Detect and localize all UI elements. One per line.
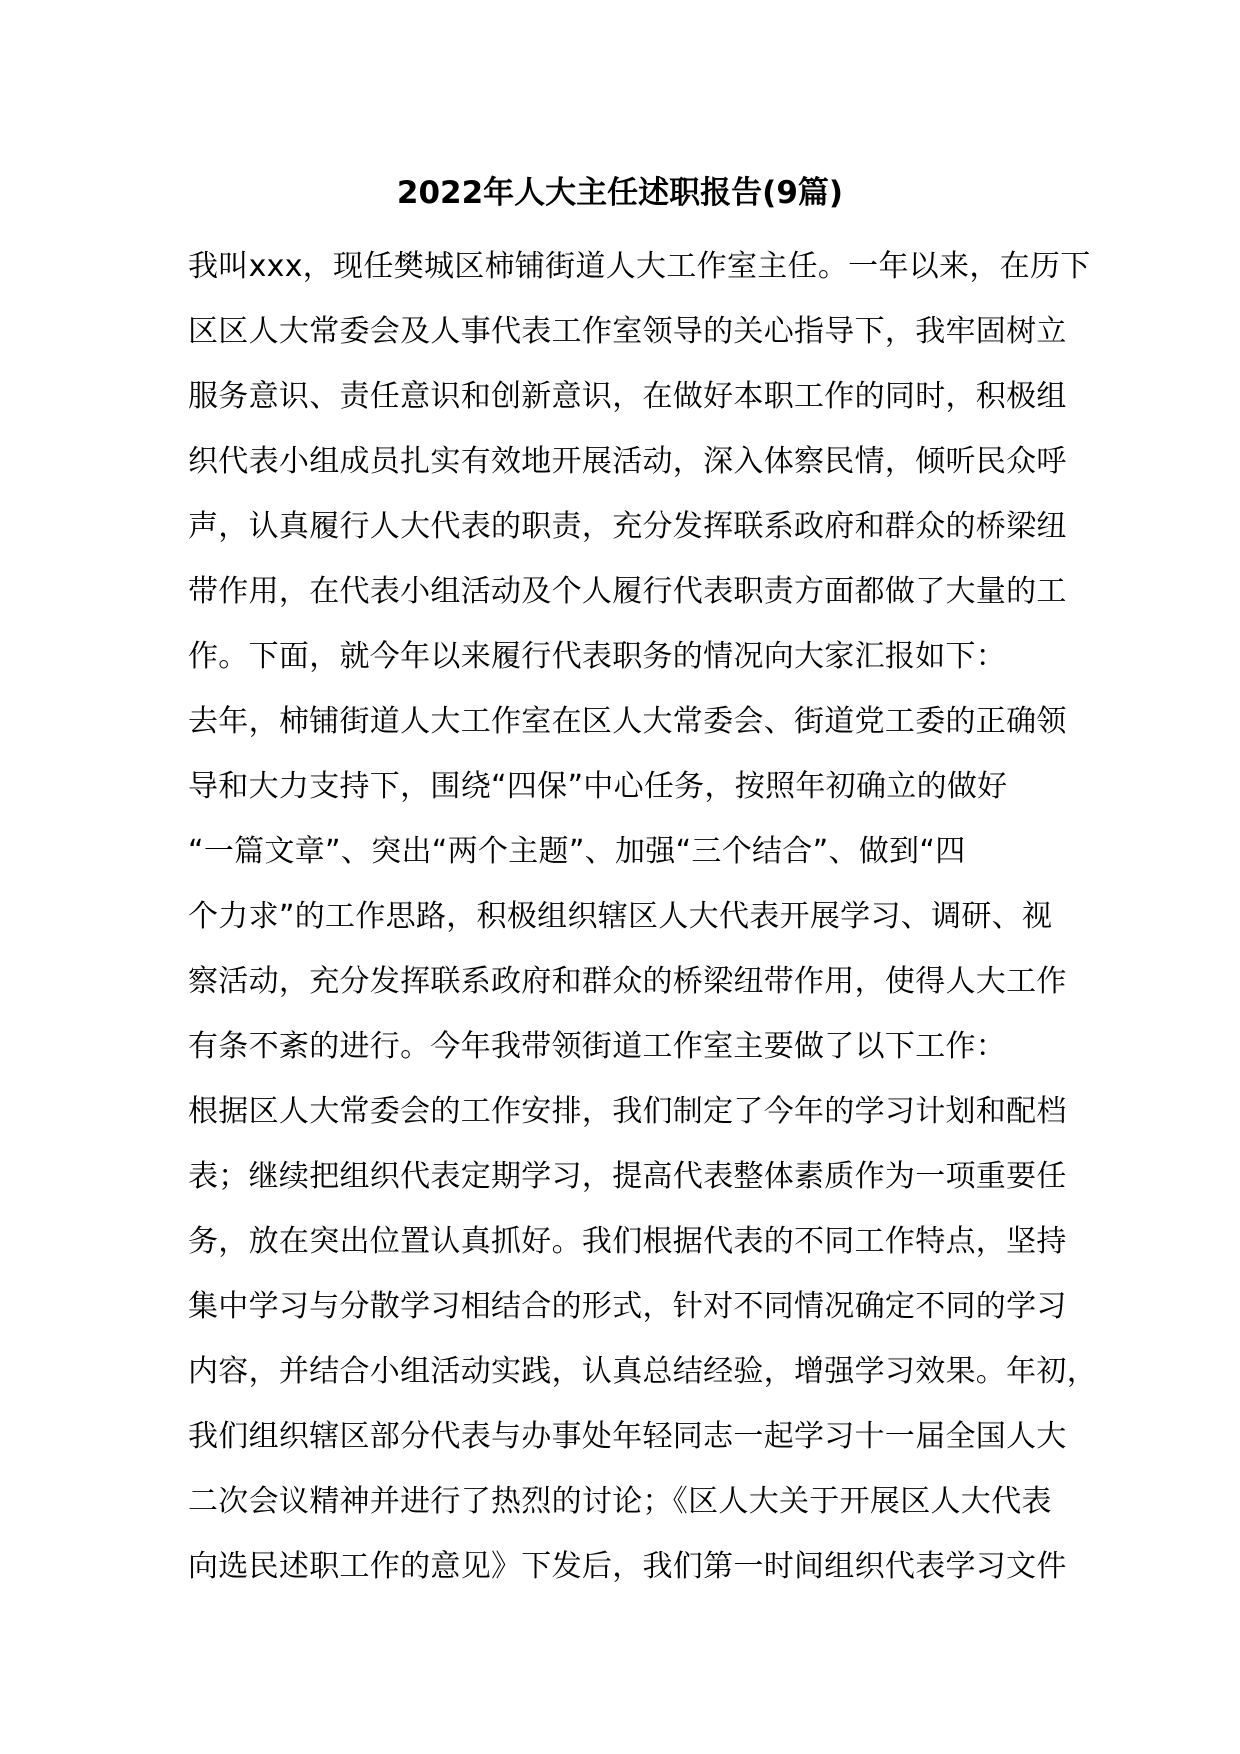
text-line: 我叫xxx，现任樊城区柿铺街道人大工作室主任。一年以来，在历下 [188, 249, 1091, 284]
text-line: 内容，并结合小组活动实践，认真总结经验，增强学习效果。年初， [188, 1354, 1097, 1389]
text-line: 带作用，在代表小组活动及个人履行代表职责方面都做了大量的工 [188, 574, 1067, 609]
text-line: 察活动，充分发挥联系政府和群众的桥梁纽带作用，使得人大工作 [188, 964, 1067, 999]
paragraph [188, 689, 1068, 1079]
text-line: 向选民述职工作的意见》下发后，我们第一时间组织代表学习文件 [188, 1549, 1067, 1584]
text-line: “一篇文章”、突出“两个主题”、加强“三个结合”、做到“四 [188, 834, 966, 869]
text-line: 去年，柿铺街道人大工作室在区人大常委会、街道党工委的正确领 [188, 704, 1067, 739]
text-line: 导和大力支持下，围绕“四保”中心任务，按照年初确立的做好 [188, 769, 1008, 804]
text-line: 根据区人大常委会的工作安排，我们制定了今年的学习计划和配档 [188, 1094, 1067, 1129]
text-line: 二次会议精神并进行了热烈的讨论；《区人大关于开展区人大代表 [188, 1484, 1052, 1519]
text-line: 个力求”的工作思路，积极组织辖区人大代表开展学习、调研、视 [188, 899, 1053, 934]
text-line: 我们组织辖区部分代表与办事处年轻同志一起学习十一届全国人大 [188, 1419, 1067, 1454]
text-line: 作。下面，就今年以来履行代表职务的情况向大家汇报如下： [188, 639, 1007, 674]
text-line: 服务意识、责任意识和创新意识，在做好本职工作的同时，积极组 [188, 379, 1067, 414]
paragraph [188, 234, 1091, 689]
document-title: 2022年人大主任述职报告(9篇) [396, 175, 844, 211]
text-line: 表；继续把组织代表定期学习，提高代表整体素质作为一项重要任 [188, 1159, 1067, 1194]
text-line: 织代表小组成员扎实有效地开展活动，深入体察民情，倾听民众呼 [188, 444, 1067, 479]
paragraph [188, 1079, 1097, 1599]
text-line: 声，认真履行人大代表的职责，充分发挥联系政府和群众的桥梁纽 [188, 509, 1067, 544]
document-body [188, 234, 1097, 1599]
text-line: 有条不紊的进行。今年我带领街道工作室主要做了以下工作： [188, 1029, 1007, 1064]
text-line: 集中学习与分散学习相结合的形式，针对不同情况确定不同的学习 [188, 1289, 1067, 1324]
text-line: 区区人大常委会及人事代表工作室领导的关心指导下，我牢固树立 [188, 314, 1067, 349]
text-line: 务，放在突出位置认真抓好。我们根据代表的不同工作特点，坚持 [188, 1224, 1067, 1259]
